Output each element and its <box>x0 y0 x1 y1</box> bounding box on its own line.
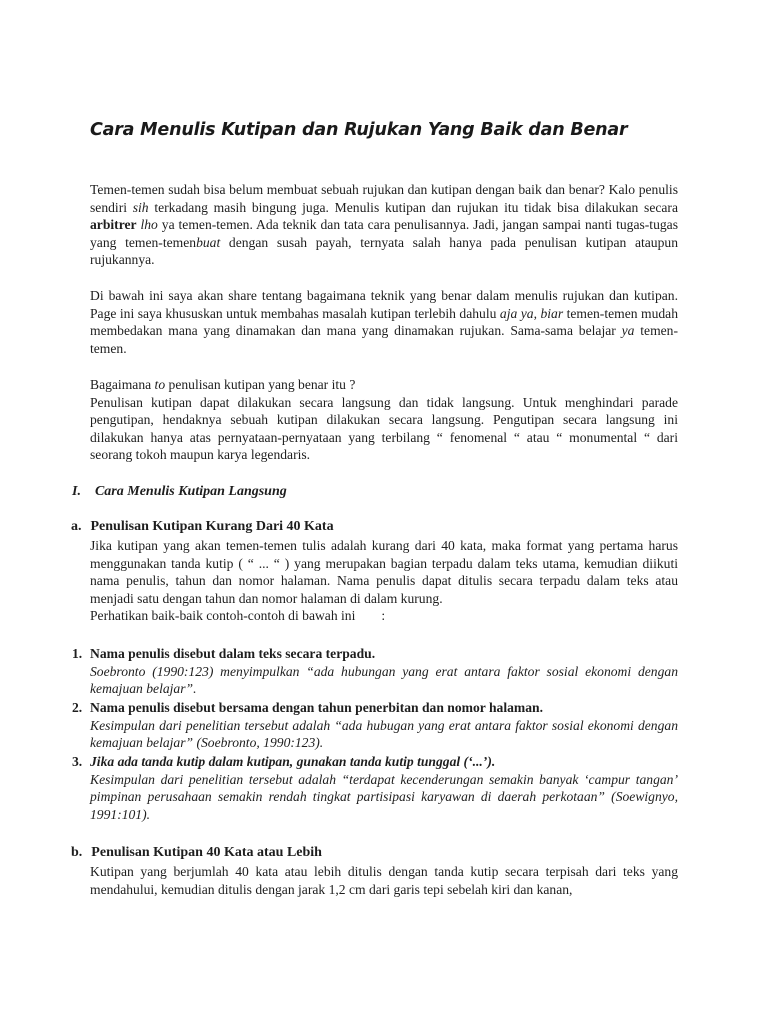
para2-text-3: temen-temen mudah membedakan mana yang dinamakan dan mana yang dinamakan rujukan. Sama-sama belajar <box>90 305 679 338</box>
para2-italic-biar: biar <box>540 305 564 321</box>
list-item-number: 3. <box>72 754 83 769</box>
intro-text-2: terkadang masih bingung juga. Menulis kutipan dan rujukan itu tidak bisa dilakukan secara <box>148 199 678 215</box>
subsection-heading-a <box>71 518 334 536</box>
intro-text-4: ya temen-temen. Ada teknik dan tata cara penulisannya. Jadi, jangan sampai nanti tugas-tugas yang temen-temen <box>90 217 678 250</box>
paragraph-3-body: Penulisan kutipan dapat dilakukan secara langsung dan tidak langsung. Untuk menghindari parade pengutipan, hendaknya sebuah kutipan dilakukan secara langsung. Pengutipan secara langsung ini dilakukan hanya atas pernyataan-pernyataan yang terbilang “ fenomenal “ atau “ monumental “ dari seorang tokoh maupun karya legendaris. <box>90 394 678 462</box>
list-item-example: Kesimpulan dari penelitian tersebut adalah “ada hubugan yang erat antara faktor sosial ekonomi dengan kemajuan belajar” (Soebronto, 1990:123). <box>90 717 678 750</box>
examples-note-colon: : <box>381 608 386 623</box>
subsection-b-text: Kutipan yang berjumlah 40 kata atau lebih ditulis dengan tanda kutip secara terpisah dari teks yang mendahului, kemudian ditulis dengan jarak 1,2 cm dari garis tepi sebelah kiri dan kanan, <box>90 864 678 897</box>
section-heading-i <box>72 483 287 501</box>
document-title: Cara Menulis Kutipan dan Rujukan Yang Baik dan Benar <box>90 120 628 140</box>
question-text-2: penulisan kutipan yang benar itu ? <box>165 377 356 392</box>
subsection-number: b. <box>71 845 83 860</box>
subsection-a-text: Jika kutipan yang akan temen-temen tulis adalah kurang dari 40 kata, maka format yang pertama harus menggunakan tanda kutip ( “ ... “ ) yang merupakan bagian terpadu dalam teks utama, kemudian diikuti nama penulis, tahun dan nomor halaman. Nama penulis dapat ditulis secara terpadu dalam teks atau menjadi satu dengan tahun dan nomor halaman di dalam kurung. <box>90 538 678 606</box>
para2-text-2: , <box>533 305 541 321</box>
question-line <box>90 376 678 394</box>
list-item <box>72 753 678 823</box>
intro-bold-arbitrer: arbitrer <box>90 217 137 232</box>
list-item-heading: Nama penulis disebut bersama dengan tahun penerbitan dan nomor halaman. <box>90 700 543 715</box>
section-number: I. <box>72 484 81 499</box>
intro-text-5: dengan susah payah, ternyata salah hanya pada penulisan kutipan ataupun rujukannya. <box>90 234 678 267</box>
question-text-1: Bagaimana <box>90 377 155 392</box>
list-item <box>72 645 678 698</box>
intro-paragraph <box>90 181 678 269</box>
intro-italic-buat: buat <box>196 234 221 250</box>
para2-text-1: Di bawah ini saya akan share tentang bagaimana teknik yang benar dalam menulis rujukan dan kutipan. Page ini saya khususkan untuk membahas masalah kutipan terlebih dahulu <box>90 288 678 321</box>
list-item-heading: Nama penulis disebut dalam teks secara terpadu. <box>90 646 376 661</box>
examples-note-text: Perhatikan baik-baik contoh-contoh di bawah ini <box>90 608 356 623</box>
section-label: Cara Menulis Kutipan Langsung <box>94 484 287 499</box>
list-item-example: Kesimpulan dari penelitian tersebut adalah “terdapat kecenderungan semakin banyak ‘campur tangan’ pimpinan perusahaan semakin rendah tingkat partisipasi karyawan di daerah perkotaan” (Soewignyo, 1991:101). <box>90 771 678 822</box>
examples-note <box>90 607 678 625</box>
question-italic-to: to <box>154 377 166 392</box>
list-item-example: Soebronto (1990:123) menyimpulkan “ada hubungan yang erat antara faktor sosial ekonomi dengan kemajuan belajar”. <box>90 663 678 696</box>
subsection-heading-b <box>71 844 322 862</box>
list-item <box>72 699 678 752</box>
subsection-b-body <box>90 863 678 898</box>
subsection-number: a. <box>71 519 82 534</box>
list-item-number: 2. <box>72 700 83 715</box>
paragraph-2 <box>90 287 678 357</box>
list-item-heading: Jika ada tanda kutip dalam kutipan, gunakan tanda kutip tunggal (‘...’). <box>90 754 496 769</box>
paragraph-3 <box>90 376 678 464</box>
subsection-label: Penulisan Kutipan 40 Kata atau Lebih <box>91 845 322 860</box>
subsection-a-body <box>90 537 678 625</box>
list-item-number: 1. <box>72 646 83 661</box>
subsection-label: Penulisan Kutipan Kurang Dari 40 Kata <box>90 519 334 534</box>
intro-italic-sih: sih <box>132 199 149 215</box>
intro-text-1: Temen-temen sudah bisa belum membuat sebuah rujukan dan kutipan dengan baik dan benar? Kalo penulis sendiri <box>90 182 678 215</box>
para2-italic-ya: ya <box>621 323 635 338</box>
para2-italic-ajaya: aja ya <box>499 305 534 321</box>
intro-italic-lho: lho <box>140 217 158 232</box>
para2-text-4: temen-temen. <box>90 323 679 356</box>
